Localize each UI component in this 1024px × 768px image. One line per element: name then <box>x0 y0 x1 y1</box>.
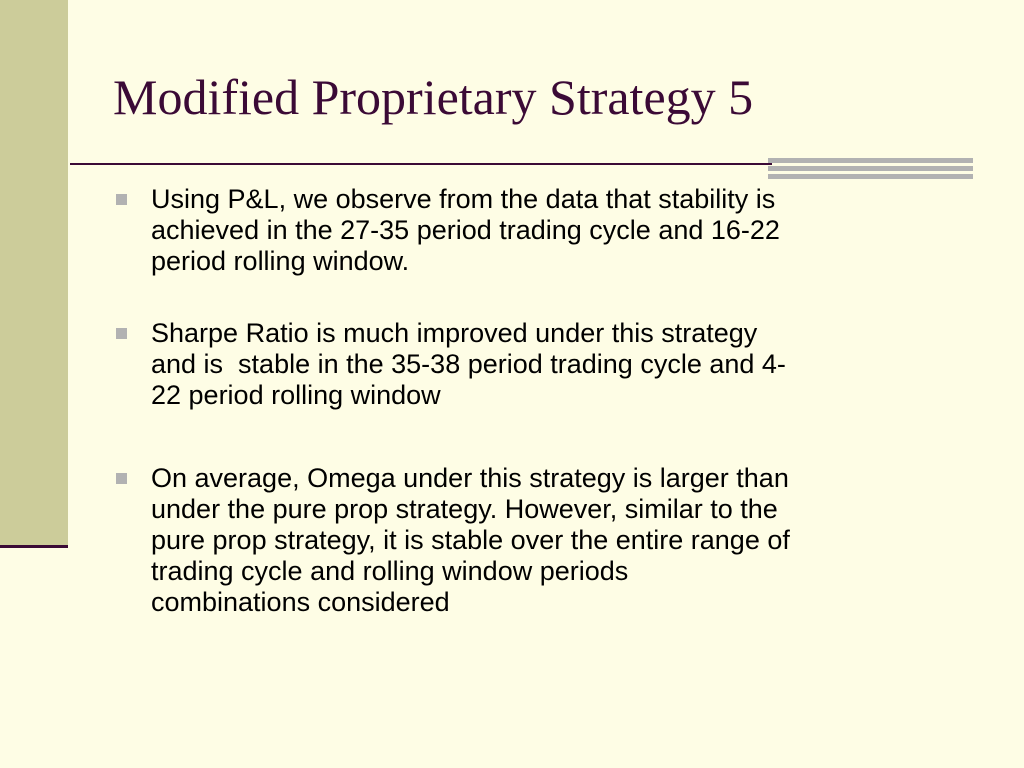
bullet-text-line: period rolling window. <box>151 246 410 276</box>
bullet-text-line: trading cycle and rolling window periods <box>151 556 629 586</box>
bullet-text-line: achieved in the 27-35 period trading cycle and 16-22 <box>151 215 780 245</box>
bullet-square-icon <box>116 328 127 339</box>
bullet-text-line: and is stable in the 35-38 period trading cycle and 4- <box>151 349 786 379</box>
bullet-text-line: Using P&L, we observe from the data that stability is <box>151 184 776 214</box>
title-divider <box>70 163 772 165</box>
bullet-square-icon <box>116 194 127 205</box>
decorative-bar <box>768 174 973 179</box>
bullet-item <box>114 318 994 411</box>
bullet-text-line: pure prop strategy, it is stable over the entire range of <box>151 525 790 555</box>
bullet-square-icon <box>116 473 127 484</box>
bullet-text-line: under the pure prop strategy. However, similar to the <box>151 494 778 524</box>
decorative-bars <box>768 158 973 180</box>
bullet-text-line: 22 period rolling window <box>151 380 441 410</box>
side-accent-line <box>0 545 68 548</box>
side-band <box>0 0 68 545</box>
decorative-bar <box>768 166 973 171</box>
bullet-item <box>114 184 994 277</box>
slide-title: Modified Proprietary Strategy 5 <box>113 69 754 125</box>
decorative-bar <box>768 158 973 163</box>
bullet-text-line: On average, Omega under this strategy is larger than <box>151 463 789 493</box>
bullet-text-line: combinations considered <box>151 587 450 617</box>
bullet-list <box>114 184 994 659</box>
bullet-item <box>114 463 994 618</box>
bullet-text-line: Sharpe Ratio is much improved under this strategy <box>151 318 758 348</box>
